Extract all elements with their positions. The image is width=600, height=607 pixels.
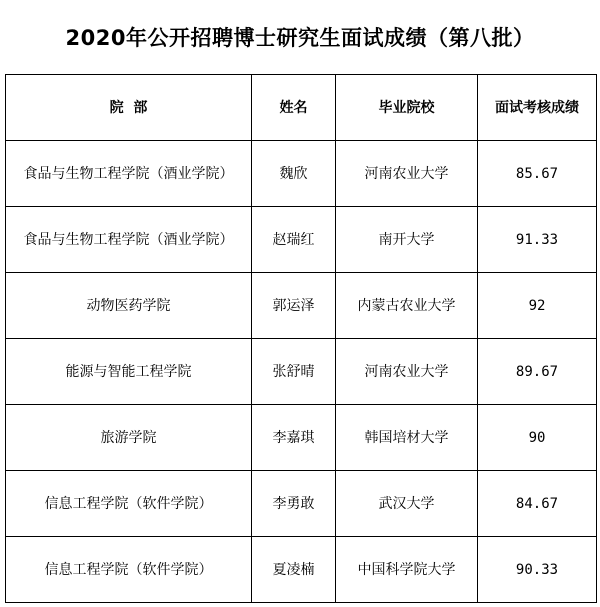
cell-department: 能源与智能工程学院 (6, 339, 252, 405)
cell-score: 91.33 (478, 207, 597, 273)
table-row (6, 537, 597, 603)
table-row (6, 141, 597, 207)
cell-name: 李勇敢 (252, 471, 336, 537)
cell-department: 信息工程学院（软件学院） (6, 471, 252, 537)
header-department: 院 部 (6, 75, 252, 141)
table-header-row (6, 75, 597, 141)
cell-name: 张舒晴 (252, 339, 336, 405)
cell-school: 韩国培材大学 (336, 405, 478, 471)
results-table (5, 74, 597, 603)
cell-score: 84.67 (478, 471, 597, 537)
cell-score: 92 (478, 273, 597, 339)
cell-department: 食品与生物工程学院（酒业学院） (6, 141, 252, 207)
cell-score: 90 (478, 405, 597, 471)
cell-school: 武汉大学 (336, 471, 478, 537)
cell-department: 动物医药学院 (6, 273, 252, 339)
page-title: 2020年公开招聘博士研究生面试成绩（第八批） (65, 26, 535, 50)
cell-score: 89.67 (478, 339, 597, 405)
header-score: 面试考核成绩 (478, 75, 597, 141)
cell-name: 赵瑞红 (252, 207, 336, 273)
cell-school: 内蒙古农业大学 (336, 273, 478, 339)
cell-score: 85.67 (478, 141, 597, 207)
cell-school: 中国科学院大学 (336, 537, 478, 603)
cell-name: 魏欣 (252, 141, 336, 207)
table-row (6, 207, 597, 273)
cell-school: 河南农业大学 (336, 339, 478, 405)
header-school: 毕业院校 (336, 75, 478, 141)
table-row (6, 405, 597, 471)
cell-name: 夏凌楠 (252, 537, 336, 603)
table-row (6, 471, 597, 537)
cell-name: 李嘉琪 (252, 405, 336, 471)
cell-school: 南开大学 (336, 207, 478, 273)
cell-score: 90.33 (478, 537, 597, 603)
cell-school: 河南农业大学 (336, 141, 478, 207)
cell-name: 郭运泽 (252, 273, 336, 339)
table-row (6, 273, 597, 339)
header-name: 姓名 (252, 75, 336, 141)
cell-department: 信息工程学院（软件学院） (6, 537, 252, 603)
table-row (6, 339, 597, 405)
cell-department: 食品与生物工程学院（酒业学院） (6, 207, 252, 273)
cell-department: 旅游学院 (6, 405, 252, 471)
